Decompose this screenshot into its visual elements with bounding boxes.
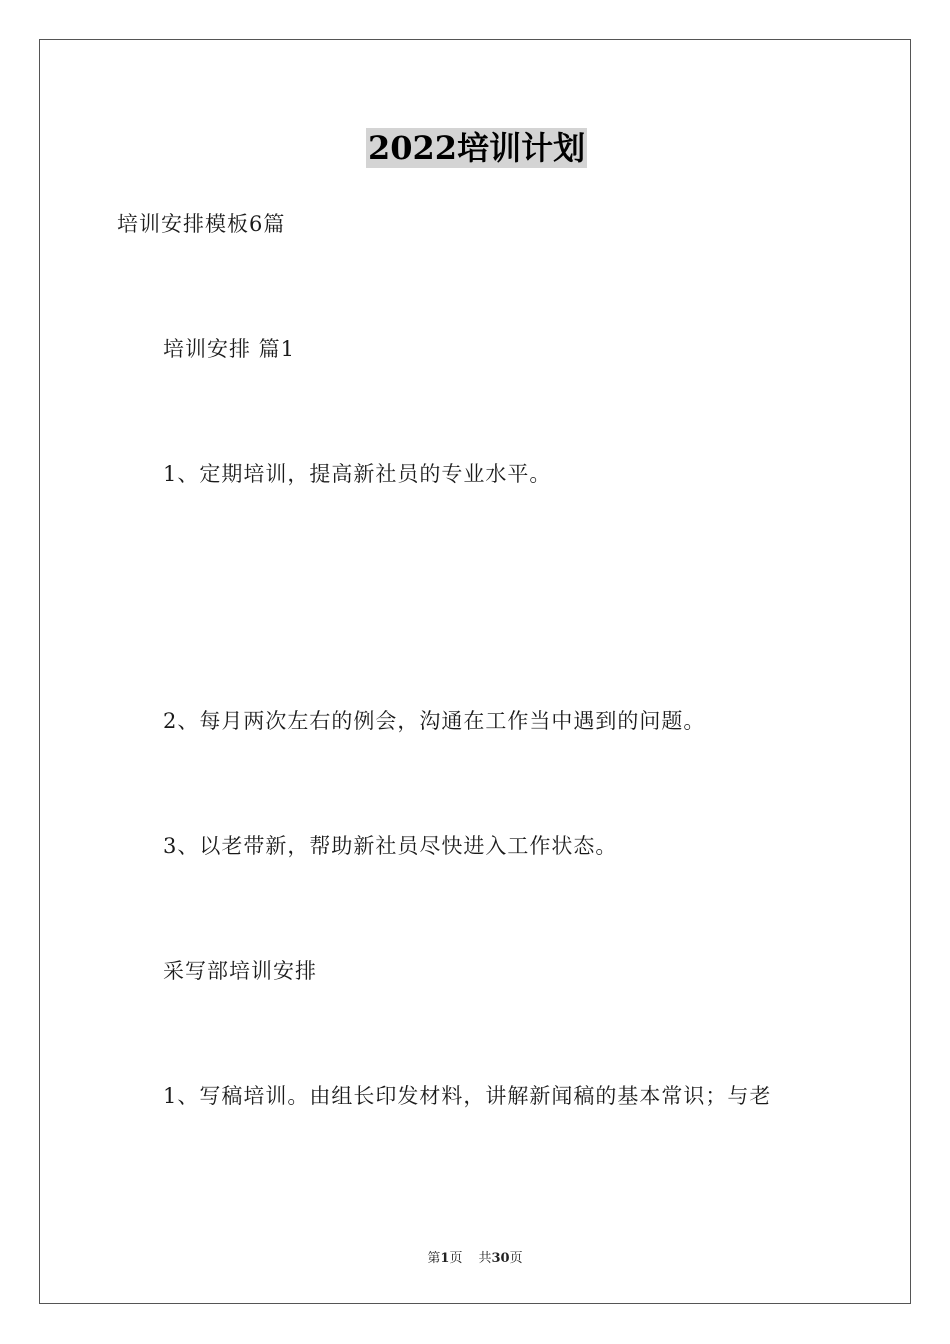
footer-total-prefix: 共 xyxy=(478,1251,492,1266)
footer-page-total: 30 xyxy=(491,1251,510,1266)
paragraph-1: 1、定期培训，提高新社员的专业水平。 xyxy=(163,462,552,486)
paragraph-4: 1、写稿培训。由组长印发材料，讲解新闻稿的基本常识；与老 xyxy=(163,1084,772,1108)
footer-total-suffix: 页 xyxy=(509,1251,523,1266)
document-subtitle: 培训安排模板6篇 xyxy=(117,212,286,236)
paragraph-2: 2、每月两次左右的例会，沟通在工作当中遇到的问题。 xyxy=(163,709,706,733)
page-footer xyxy=(0,1247,950,1266)
section-heading: 培训安排 篇1 xyxy=(163,337,296,361)
document-title: 2022培训计划 xyxy=(368,129,586,167)
footer-page-suffix: 页 xyxy=(449,1251,463,1266)
section-heading: 采写部培训安排 xyxy=(163,959,317,983)
paragraph-3: 3、以老带新，帮助新社员尽快进入工作状态。 xyxy=(163,834,618,858)
footer-page-current: 1 xyxy=(440,1251,450,1266)
footer-page-prefix: 第 xyxy=(427,1251,441,1266)
